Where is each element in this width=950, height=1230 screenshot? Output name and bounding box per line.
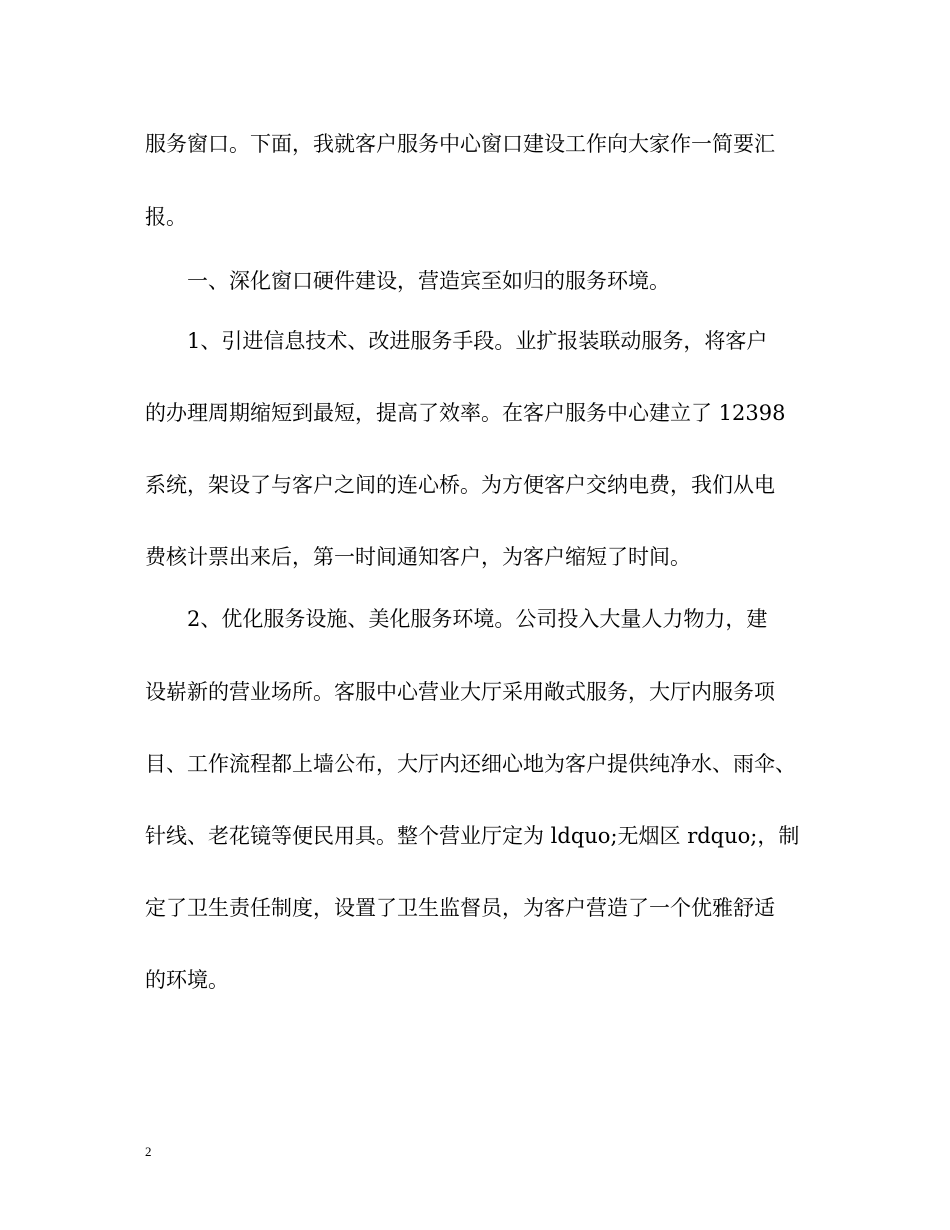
text-line-13: 的环境。 xyxy=(145,968,229,992)
text-line-4: 1、引进信息技术、改进服务手段。业扩报装联动服务，将客户 xyxy=(187,329,768,353)
text-line-12: 定了卫生责任制度，设置了卫生监督员，为客户营造了一个优雅舒适 xyxy=(145,896,775,920)
page-number: 2 xyxy=(145,1144,152,1159)
text-line-10: 目、工作流程都上墙公布，大厅内还细心地为客户提供纯净水、雨伞、 xyxy=(145,752,796,776)
text-line-8: 2、优化服务设施、美化服务环境。公司投入大量人力物力，建 xyxy=(187,607,768,631)
text-line-6: 系统，架设了与客户之间的连心桥。为方便客户交纳电费，我们从电 xyxy=(145,473,775,497)
text-line-5: 的办理周期缩短到最短，提高了效率。在客户服务中心建立了 12398 xyxy=(145,401,786,425)
text-line-7: 费核计票出来后，第一时间通知客户，为客户缩短了时间。 xyxy=(145,545,691,569)
text-line-11: 针线、老花镜等便民用具。整个营业厅定为 ldquo;无烟区 rdquo;，制 xyxy=(145,824,800,848)
text-line-9: 设崭新的营业场所。客服中心营业大厅采用敞式服务，大厅内服务项 xyxy=(145,680,775,704)
text-line-1: 服务窗口。下面，我就客户服务中心窗口建设工作向大家作一简要汇 xyxy=(145,132,775,156)
text-line-2: 报。 xyxy=(145,205,187,229)
section-heading: 一、深化窗口硬件建设，营造宾至如归的服务环境。 xyxy=(187,269,670,293)
